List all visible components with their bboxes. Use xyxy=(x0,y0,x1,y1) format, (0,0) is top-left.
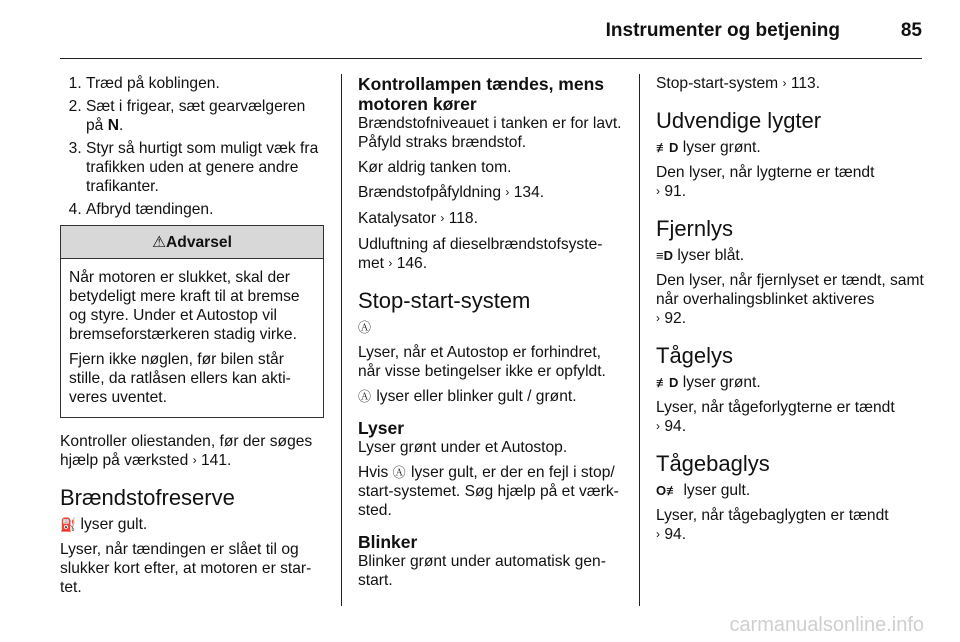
warning-text: Fjern ikke nøglen, før bilen står stille, da ratlåsen ellers kan akti-veres uventet. xyxy=(69,351,291,406)
warning-box xyxy=(60,225,324,418)
list-item: 3. Styr så hurtigt som muligt væk fra trafikken uden at genere andre trafikanter. xyxy=(86,139,324,196)
autostop-crossed-icon: Ⓐ xyxy=(358,320,372,335)
warning-icon: ⚠ xyxy=(152,234,167,251)
subheading-engine-running: Kontrollampen tændes, mens motoren kører xyxy=(358,74,605,114)
page-ref-icon: › xyxy=(440,211,445,225)
oil-check-text: Kontroller oliestanden, før der søges hjælp på værksted › 141. xyxy=(60,433,313,469)
section-heading-exterior-lights: Udvendige lygter xyxy=(656,108,822,133)
section-heading-rear-fog: Tågebaglys xyxy=(656,451,770,476)
header-divider xyxy=(60,58,922,59)
subheading-lights: Lyser xyxy=(358,418,405,438)
page-header xyxy=(0,0,960,62)
column-divider-1 xyxy=(341,74,342,606)
page-ref-icon: › xyxy=(656,419,660,433)
page-ref-icon: › xyxy=(782,76,787,90)
list-item: 4. Afbryd tændingen. xyxy=(86,200,324,219)
warning-text: Når motoren er slukket, skal der betydeligt mere kraft til at bremse og styre. Under et Autostop vil bremseforstærkeren stadig virke. xyxy=(69,269,300,343)
section-heading-high-beam: Fjernlys xyxy=(656,216,734,241)
warning-title: Advarsel xyxy=(166,234,232,251)
gear-label: N xyxy=(107,117,119,134)
page-ref-icon: › xyxy=(656,527,660,541)
warning-body xyxy=(61,259,323,417)
section-heading-fuel-reserve: Brændstofreserve xyxy=(60,485,235,510)
warning-header xyxy=(61,226,323,259)
page-ref-icon: › xyxy=(656,184,660,198)
steps-list xyxy=(60,74,324,219)
fog-light-icon: ≢D xyxy=(656,375,679,390)
page-title: Instrumenter og betjening xyxy=(605,20,840,41)
watermark: carmanualsonline.info xyxy=(729,614,924,636)
autostop-icon: Ⓐ xyxy=(392,465,406,480)
subheading-blinker: Blinker xyxy=(358,532,418,552)
high-beam-icon: ≡D xyxy=(656,248,673,263)
column-3: Stop-start-system › 113. Udvendige lygter ≢D lyser grønt. Den lyser, når lygterne er tændt › 91. Fjernlys ≡D lyser blåt. Den lyser, når fjernlyset er tændt, samt når overhalingsblinket aktiveres › 92. Tågelys ≢D lyser grønt. Lyser, når tågeforlygterne er tændt › 94. Tågebaglys O≢ lyser gult. Lyser, når tågebaglygten er tændt › 94. xyxy=(656,74,926,551)
page-ref-icon: › xyxy=(388,256,393,270)
list-item: 2. Sæt i frigear, sæt gearvælgeren på N. xyxy=(86,97,324,135)
exterior-light-icon: ≢D xyxy=(656,140,679,155)
column-1: 1. Træd på koblingen. 2. Sæt i frigear, sæt gearvælgeren på N. 3. Styr så hurtigt som muligt væk fra trafikken uden at genere andre trafikanter. 4. Afbryd tændingen. ⚠Advarsel Når motoren er slukket, skal der betydeligt mere kraft til at bremse og styre. Under et Autostop vil bremseforstærkeren stadig virke. Fjern ikke nøglen, før bilen står stille, da ratlåsen ellers kan akti-veres uventet. Kontroller oliestanden, før der søges hjælp på værksted › 141. Brændstofreserve ⛽ lyser gult. Lyser, når tændingen er slået til og slukker kort efter, at motoren er star-tet. xyxy=(60,74,324,603)
section-heading-fog-lights: Tågelys xyxy=(656,343,734,368)
rear-fog-light-icon: O≢ xyxy=(656,483,680,498)
fuel-pump-icon: ⛽ xyxy=(60,517,77,532)
page-ref-icon: › xyxy=(656,311,660,325)
list-item: 1. Træd på koblingen. xyxy=(86,74,324,93)
column-2: Kontrollampen tændes, mens motoren kører Brændstofniveauet i tanken er for lavt. Påfyld straks brændstof. Kør aldrig tanken tom. Brændstofpåfyldning › 134. Katalysator › 118. Udluftning af dieselbrændstofsyste-met › 146. Stop-start-system Ⓐ Lyser, når et Autostop er forhindret, når visse betingelser ikke er opfyldt. Ⓐ lyser eller blinker gult / grønt. Lyser Lyser grønt under et Autostop. Hvis Ⓐ lyser gult, er der en fejl i stop/ start-systemet. Søg hjælp på et værk-sted. Blinker Blinker grønt under automatisk gen-start. xyxy=(358,74,622,589)
page-ref-icon: › xyxy=(192,453,197,467)
section-heading-stop-start: Stop-start-system xyxy=(358,288,531,313)
autostop-icon: Ⓐ xyxy=(358,389,372,404)
page-ref-icon: › xyxy=(505,185,510,199)
page-number: 85 xyxy=(900,20,922,41)
fuel-reserve-text: Lyser, når tændingen er slået til og slukker kort efter, at motoren er star-tet. xyxy=(60,541,312,596)
column-divider-2 xyxy=(639,74,640,606)
